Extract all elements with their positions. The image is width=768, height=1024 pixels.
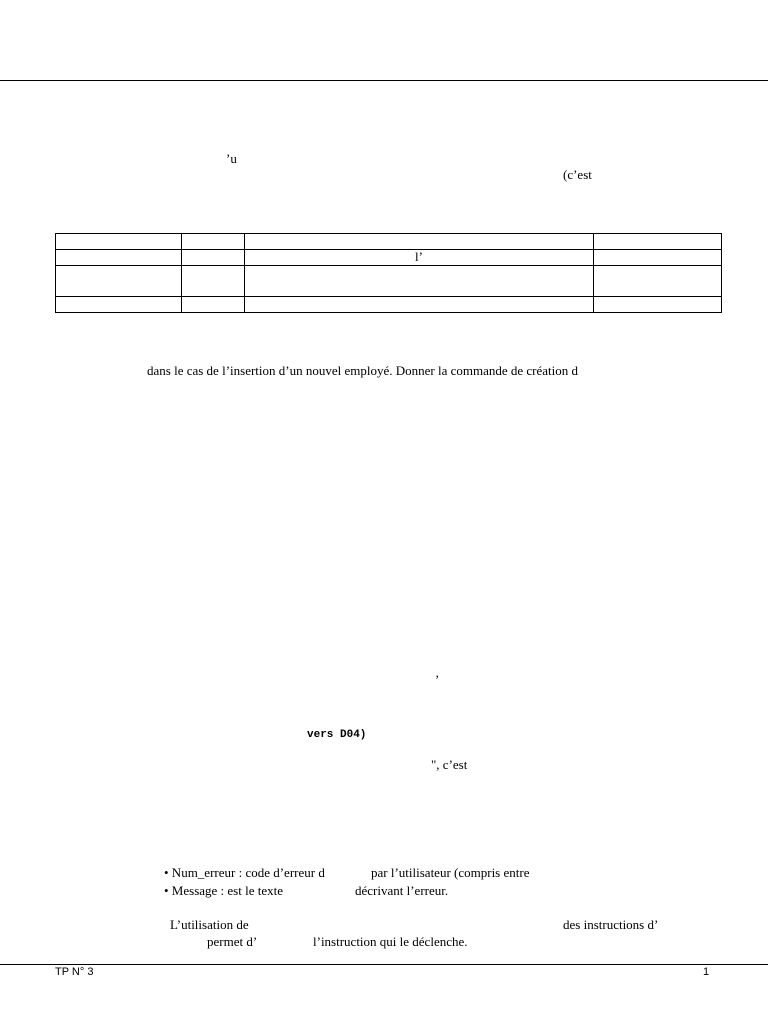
code-fragment: vers D04) xyxy=(307,729,367,741)
table-cell: l’ xyxy=(245,250,594,266)
text-fragment: permet d’ xyxy=(207,934,258,949)
table-cell xyxy=(594,234,722,250)
text-fragment: L’utilisation de xyxy=(170,917,249,932)
footer-rule xyxy=(0,964,768,965)
text-fragment: l’instruction qui le déclenche. xyxy=(313,934,468,949)
page-number: 1 xyxy=(703,966,710,978)
table-cell xyxy=(245,266,594,297)
table-cell xyxy=(182,297,245,313)
table-cell xyxy=(594,297,722,313)
table-row xyxy=(56,297,722,313)
table-cell xyxy=(594,250,722,266)
data-table xyxy=(55,233,722,313)
text-fragment: (c’est xyxy=(563,167,592,182)
text-fragment: par l’utilisateur (compris entre xyxy=(371,865,530,880)
table-cell xyxy=(182,266,245,297)
table-cell xyxy=(56,250,182,266)
text-fragment: ’u xyxy=(226,151,237,166)
text-fragment: ", c’est xyxy=(431,757,468,772)
table-cell xyxy=(245,234,594,250)
footer-label: TP N° 3 xyxy=(55,966,94,978)
text-fragment: des instructions d’ xyxy=(563,917,659,932)
text-fragment: • Message : est le texte xyxy=(164,883,283,898)
table-cell xyxy=(56,297,182,313)
text-fragment: ’ xyxy=(435,672,440,687)
text-fragment: dans le cas de l’insertion d’un nouvel employé. Donner la commande de création d xyxy=(147,363,579,378)
table-row xyxy=(56,234,722,250)
table-cell xyxy=(182,234,245,250)
table-cell xyxy=(182,250,245,266)
table-row xyxy=(56,250,722,266)
header-rule xyxy=(0,80,768,81)
table-row xyxy=(56,266,722,297)
text-fragment: • Num_erreur : code d’erreur d xyxy=(164,865,325,880)
table-cell xyxy=(56,266,182,297)
table-cell xyxy=(594,266,722,297)
table-cell xyxy=(56,234,182,250)
text-fragment: décrivant l’erreur. xyxy=(355,883,449,898)
table-cell xyxy=(245,297,594,313)
